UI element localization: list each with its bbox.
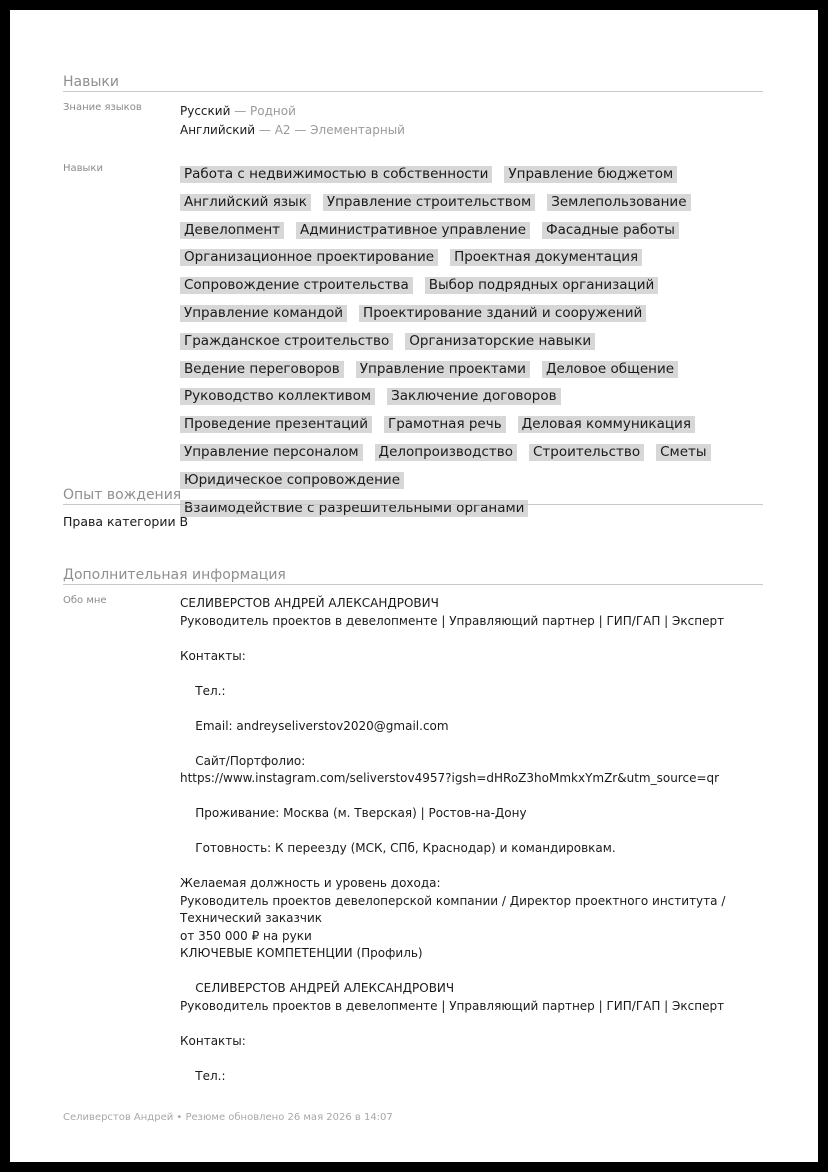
- skill-tag: Гражданское строительство: [180, 333, 393, 350]
- languages-label: Знание языков: [63, 102, 142, 113]
- about-line: Сайт/Портфолио:: [180, 753, 306, 768]
- driving-section-title: Опыт вождения: [63, 486, 763, 505]
- skill-tag: Управление бюджетом: [504, 166, 677, 183]
- language-level: — Родной: [230, 104, 296, 118]
- driving-license: Права категории B: [63, 514, 189, 529]
- skill-tag: Сметы: [656, 444, 710, 461]
- resume-page: [10, 10, 818, 1162]
- languages-list: [180, 102, 405, 140]
- language-item: [180, 121, 405, 140]
- about-line: https://www.instagram.com/seliverstov4957?igsh=dHRoZ3hoMmkxYmZr&utm_source=qr: [180, 771, 720, 785]
- skill-tag: Организационное проектирование: [180, 249, 438, 266]
- skill-tag: Фасадные работы: [542, 222, 679, 239]
- about-line: Желаемая должность и уровень дохода:: [180, 876, 441, 890]
- skills-tag-list: [180, 163, 770, 524]
- skill-tag: Ведение переговоров: [180, 361, 344, 378]
- skills-section-title: Навыки: [63, 73, 763, 92]
- about-line: Контакты:: [180, 648, 246, 663]
- about-line: СЕЛИВЕРСТОВ АНДРЕЙ АЛЕКСАНДРОВИЧ: [180, 596, 439, 610]
- about-line: [180, 1050, 740, 1068]
- about-line: Проживание: Москва (м. Тверская) | Ростов-на-Дону: [180, 806, 527, 820]
- additional-section-title: Дополнительная информация: [63, 566, 763, 585]
- skill-tag: Проведение презентаций: [180, 416, 372, 433]
- skill-tag: Работа с недвижимостью в собственности: [180, 166, 492, 183]
- skill-tag: Деловое общение: [542, 361, 678, 378]
- skill-tag: Управление проектами: [356, 361, 530, 378]
- about-line: Руководитель проектов в девелопменте | Управляющий партнер | ГИП/ГАП | Эксперт: [180, 613, 725, 628]
- skill-tag: Административное управление: [296, 222, 530, 239]
- about-line: Тел.:: [180, 1068, 226, 1083]
- about-line: Руководитель проектов девелоперской компании / Директор проектного института /: [180, 893, 726, 908]
- about-line: [180, 630, 740, 648]
- skill-tag: Управление персоналом: [180, 444, 363, 461]
- about-line: [180, 858, 740, 876]
- skill-tag: Проектирование зданий и сооружений: [359, 305, 646, 322]
- about-line: [180, 735, 740, 753]
- skill-tag: Руководство коллективом: [180, 388, 375, 405]
- about-line: [180, 823, 740, 841]
- about-line: Технический заказчик: [180, 911, 323, 925]
- about-line: СЕЛИВЕРСТОВ АНДРЕЙ АЛЕКСАНДРОВИЧ: [180, 981, 455, 995]
- about-line: Руководитель проектов в девелопменте | Управляющий партнер | ГИП/ГАП | Эксперт: [180, 998, 725, 1013]
- skills-label: Навыки: [63, 163, 103, 174]
- about-line: [180, 665, 740, 683]
- about-line: [180, 963, 740, 981]
- about-label: Обо мне: [63, 595, 107, 606]
- language-level: — A2 — Элементарный: [255, 123, 405, 137]
- skill-tag: Деловая коммуникация: [518, 416, 695, 433]
- skill-tag: Управление строительством: [323, 194, 535, 211]
- skill-tag: Строительство: [529, 444, 644, 461]
- about-line: Контакты:: [180, 1033, 246, 1048]
- about-text: [180, 595, 740, 1085]
- about-line: от 350 000 ₽ на руки: [180, 928, 312, 943]
- resume-footer: Селиверстов Андрей • Резюме обновлено 26 мая 2026 в 14:07: [63, 1112, 393, 1123]
- skill-tag: Юридическое сопровождение: [180, 472, 404, 489]
- skill-tag: Выбор подрядных организаций: [425, 277, 659, 294]
- skill-tag: Сопровождение строительства: [180, 277, 413, 294]
- about-line: [180, 700, 740, 718]
- skill-tag: Проектная документация: [450, 249, 642, 266]
- additional-section: [63, 566, 763, 1083]
- about-line: [180, 788, 740, 806]
- language-name: Английский: [180, 123, 256, 137]
- skill-tag: Английский язык: [180, 194, 311, 211]
- language-item: [180, 102, 405, 121]
- about-line: Готовность: К переезду (МСК, СПб, Краснодар) и командировкам.: [180, 841, 616, 855]
- skill-tag: Управление командой: [180, 305, 347, 322]
- skill-tag: Взаимодействие с разрешительными органами: [180, 500, 528, 517]
- skill-tag: Заключение договоров: [387, 388, 561, 405]
- skill-tag: Девелопмент: [180, 222, 284, 239]
- about-line: [180, 1015, 740, 1033]
- skill-tag: Землепользование: [547, 194, 690, 211]
- about-line: Тел.:: [180, 683, 226, 698]
- skill-tag: Делопроизводство: [375, 444, 517, 461]
- language-name: Русский: [180, 104, 231, 118]
- about-line: Email: andreyseliverstov2020@gmail.com: [180, 718, 449, 733]
- skill-tag: Организаторские навыки: [405, 333, 595, 350]
- about-line: КЛЮЧЕВЫЕ КОМПЕТЕНЦИИ (Профиль): [180, 946, 423, 960]
- skill-tag: Грамотная речь: [384, 416, 506, 433]
